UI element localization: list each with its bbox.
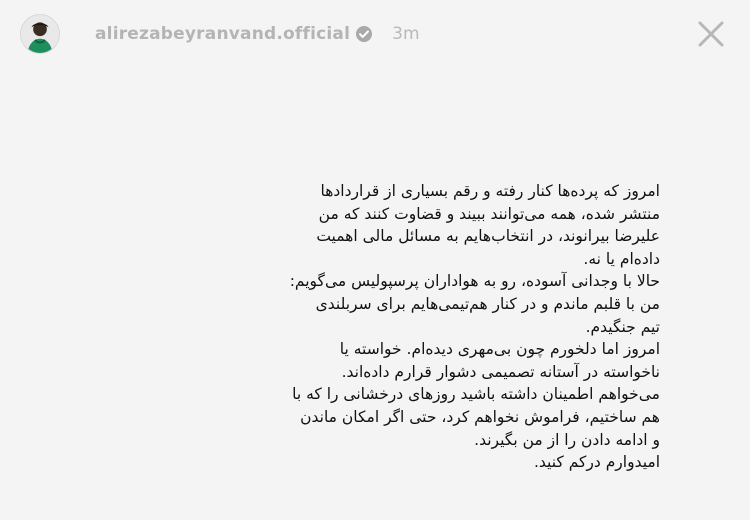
story-header [20, 14, 730, 54]
close-icon [692, 15, 730, 53]
story-text-line: داده‌ام یا نه. [583, 249, 660, 268]
story-text-line: علیرضا بیرانوند، در انتخاب‌هایم به مسائل مالی اهمیت [316, 227, 660, 246]
story-text-line: تیم جنگیدم. [585, 317, 660, 336]
close-button[interactable] [692, 15, 730, 53]
story-text [90, 180, 660, 474]
story-text-line: منتشر شده، همه می‌توانند ببیند و قضاوت کنند که من [318, 204, 660, 223]
user-avatar-icon[interactable] [20, 14, 60, 54]
story-text-line: ناخواسته در آستانه تصمیمی دشوار قرارم داده‌اند. [341, 362, 660, 381]
story-text-line: امروز که پرده‌ها کنار رفته و رقم بسیاری از قراردادها [320, 182, 660, 200]
story-text-line: هم ساختیم، فراموش نخواهم کرد، حتی اگر امکان ماندن [300, 407, 660, 426]
story-text-line: می‌خواهم اطمینان داشته باشید روزهای درخشانی را که با [292, 385, 660, 404]
username[interactable]: alirezabeyranvand.official [95, 24, 351, 44]
story-text-line: امیدوارم درکم کنید. [533, 453, 660, 472]
story-text-line: حالا با وجدانی آسوده، رو به هواداران پرسپولیس می‌گویم: [289, 272, 660, 291]
story-text-line: من با قلبم ماندم و در کنار هم‌تیمی‌هایم برای سربلندی [315, 294, 660, 313]
story-text-line: و ادامه دادن را از من بگیرند. [474, 430, 660, 449]
verified-badge-icon [355, 25, 373, 43]
story-text-line: امروز اما دلخورم چون بی‌مهری دیده‌ام. خواسته یا [339, 340, 660, 359]
story-timestamp: 3m [392, 24, 420, 44]
